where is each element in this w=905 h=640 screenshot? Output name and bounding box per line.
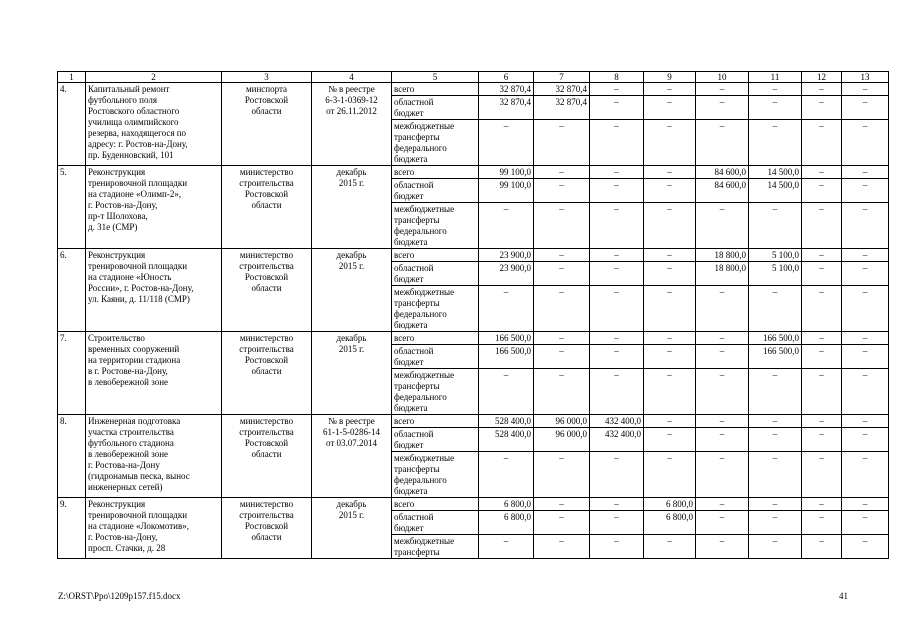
table-row <box>58 415 889 428</box>
amount-cell: – <box>590 332 644 345</box>
funding-source-cell: областной бюджет <box>392 345 479 369</box>
column-number-cell: 6 <box>479 72 534 83</box>
amount-cell: – <box>644 428 696 452</box>
amount-cell: – <box>644 262 696 286</box>
amount-cell: – <box>802 83 842 96</box>
amount-cell: – <box>749 120 802 166</box>
amount-cell: – <box>749 203 802 249</box>
amount-cell: – <box>842 83 889 96</box>
amount-cell: – <box>802 96 842 120</box>
amount-cell: – <box>749 369 802 415</box>
row-number-cell: 7. <box>58 332 86 415</box>
amount-cell: – <box>802 452 842 498</box>
column-number-cell: 13 <box>842 72 889 83</box>
amount-cell: – <box>590 262 644 286</box>
amount-cell: – <box>749 286 802 332</box>
amount-cell: – <box>590 286 644 332</box>
amount-cell: – <box>802 369 842 415</box>
amount-cell: – <box>749 415 802 428</box>
amount-cell: – <box>479 286 534 332</box>
amount-cell: – <box>696 83 749 96</box>
amount-cell: – <box>802 166 842 179</box>
row-number-cell: 6. <box>58 249 86 332</box>
amount-cell: 18 800,0 <box>696 262 749 286</box>
funding-source-cell: межбюджетные трансферты федерального бюджета <box>392 452 479 498</box>
funding-source-cell: межбюджетные трансферты федерального бюджета <box>392 120 479 166</box>
amount-cell: – <box>802 332 842 345</box>
amount-cell: – <box>749 83 802 96</box>
funding-source-cell: областной бюджет <box>392 262 479 286</box>
amount-cell: – <box>479 120 534 166</box>
amount-cell: 528 400,0 <box>479 428 534 452</box>
column-number-cell: 4 <box>312 72 392 83</box>
amount-cell: – <box>644 345 696 369</box>
amount-cell: 166 500,0 <box>749 345 802 369</box>
table-row <box>58 166 889 179</box>
amount-cell: – <box>696 369 749 415</box>
row-number-cell: 4. <box>58 83 86 166</box>
amount-cell: – <box>534 452 590 498</box>
funding-source-cell: всего <box>392 166 479 179</box>
executor-cell: министерство строительства Ростовской области <box>222 166 312 249</box>
funding-source-cell: межбюджетные трансферты федерального бюджета <box>392 286 479 332</box>
amount-cell: 32 870,4 <box>479 96 534 120</box>
amount-cell: – <box>802 179 842 203</box>
amount-cell: 432 400,0 <box>590 415 644 428</box>
funding-source-cell: всего <box>392 249 479 262</box>
amount-cell: – <box>696 498 749 511</box>
amount-cell: – <box>842 498 889 511</box>
column-number-cell: 3 <box>222 72 312 83</box>
executor-cell: министерство строительства Ростовской области <box>222 415 312 498</box>
amount-cell: – <box>802 428 842 452</box>
amount-cell: – <box>802 345 842 369</box>
amount-cell: 23 900,0 <box>479 262 534 286</box>
amount-cell: 166 500,0 <box>479 332 534 345</box>
amount-cell: 96 000,0 <box>534 415 590 428</box>
amount-cell: – <box>534 535 590 559</box>
executor-cell: министерство строительства Ростовской области <box>222 498 312 559</box>
amount-cell: – <box>534 369 590 415</box>
amount-cell: – <box>479 535 534 559</box>
table-row <box>58 249 889 262</box>
funding-source-cell: областной бюджет <box>392 511 479 535</box>
table-row <box>58 83 889 96</box>
amount-cell: – <box>842 415 889 428</box>
executor-cell: минспорта Ростовской области <box>222 83 312 166</box>
project-name-cell: Реконструкция тренировочной площадки на стадионе «Локомотив», г. Ростов-на-Дону, просп. Стачки, д. 28 <box>86 498 222 559</box>
project-name-cell: Строительство временных сооружений на территории стадиона в г. Ростове-на-Дону, в левобережной зоне <box>86 332 222 415</box>
footer-page-number: 41 <box>839 591 848 601</box>
amount-cell: – <box>590 83 644 96</box>
funding-source-cell: областной бюджет <box>392 428 479 452</box>
amount-cell: – <box>749 511 802 535</box>
row-number-cell: 9. <box>58 498 86 559</box>
amount-cell: – <box>590 249 644 262</box>
amount-cell: – <box>644 286 696 332</box>
amount-cell: – <box>696 332 749 345</box>
amount-cell: – <box>802 286 842 332</box>
amount-cell: – <box>590 166 644 179</box>
amount-cell: 528 400,0 <box>479 415 534 428</box>
column-number-cell: 9 <box>644 72 696 83</box>
amount-cell: 5 100,0 <box>749 249 802 262</box>
funding-source-cell: межбюджетные трансферты <box>392 535 479 559</box>
amount-cell: – <box>644 249 696 262</box>
funding-source-cell: всего <box>392 332 479 345</box>
amount-cell: – <box>534 120 590 166</box>
amount-cell: – <box>696 511 749 535</box>
amount-cell: 14 500,0 <box>749 179 802 203</box>
amount-cell: – <box>802 498 842 511</box>
amount-cell: 84 600,0 <box>696 166 749 179</box>
amount-cell: 14 500,0 <box>749 166 802 179</box>
funding-source-cell: всего <box>392 83 479 96</box>
table-row <box>58 332 889 345</box>
amount-cell: 18 800,0 <box>696 249 749 262</box>
amount-cell: – <box>590 179 644 203</box>
amount-cell: – <box>590 203 644 249</box>
amount-cell: – <box>842 120 889 166</box>
amount-cell: 6 800,0 <box>479 511 534 535</box>
amount-cell: 166 500,0 <box>479 345 534 369</box>
amount-cell: 32 870,4 <box>534 96 590 120</box>
amount-cell: – <box>842 332 889 345</box>
amount-cell: 96 000,0 <box>534 428 590 452</box>
amount-cell: – <box>534 166 590 179</box>
term-or-registry-cell: декабрь 2015 г. <box>312 498 392 559</box>
amount-cell: 6 800,0 <box>644 511 696 535</box>
amount-cell: – <box>802 262 842 286</box>
funding-source-cell: всего <box>392 498 479 511</box>
amount-cell: – <box>590 96 644 120</box>
executor-cell: министерство строительства Ростовской области <box>222 332 312 415</box>
amount-cell: – <box>534 332 590 345</box>
amount-cell: – <box>696 345 749 369</box>
amount-cell: 5 100,0 <box>749 262 802 286</box>
column-number-cell: 2 <box>86 72 222 83</box>
row-number-cell: 5. <box>58 166 86 249</box>
amount-cell: – <box>534 249 590 262</box>
term-or-registry-cell: декабрь 2015 г. <box>312 166 392 249</box>
amount-cell: – <box>696 452 749 498</box>
column-number-cell: 1 <box>58 72 86 83</box>
amount-cell: – <box>802 249 842 262</box>
column-number-cell: 5 <box>392 72 479 83</box>
amount-cell: – <box>590 120 644 166</box>
amount-cell: – <box>644 369 696 415</box>
project-name-cell: Реконструкция тренировочной площадки на стадионе «Юность России», г. Ростов-на-Дону, ул. Каяни, д. 11/118 (СМР) <box>86 249 222 332</box>
amount-cell: – <box>842 345 889 369</box>
column-number-cell: 7 <box>534 72 590 83</box>
amount-cell: – <box>696 535 749 559</box>
amount-cell: – <box>644 332 696 345</box>
amount-cell: 23 900,0 <box>479 249 534 262</box>
amount-cell: – <box>644 96 696 120</box>
amount-cell: – <box>842 249 889 262</box>
amount-cell: – <box>534 179 590 203</box>
amount-cell: – <box>534 498 590 511</box>
amount-cell: – <box>479 203 534 249</box>
amount-cell: – <box>842 511 889 535</box>
amount-cell: – <box>802 203 842 249</box>
amount-cell: – <box>749 498 802 511</box>
amount-cell: – <box>644 535 696 559</box>
amount-cell: – <box>644 452 696 498</box>
amount-cell: – <box>644 166 696 179</box>
table-row <box>58 498 889 511</box>
amount-cell: – <box>696 286 749 332</box>
amount-cell: – <box>749 96 802 120</box>
budget-table <box>57 71 889 559</box>
funding-source-cell: всего <box>392 415 479 428</box>
amount-cell: – <box>802 415 842 428</box>
amount-cell: – <box>749 535 802 559</box>
amount-cell: – <box>590 452 644 498</box>
amount-cell: – <box>644 83 696 96</box>
column-number-cell: 8 <box>590 72 644 83</box>
amount-cell: – <box>644 120 696 166</box>
amount-cell: – <box>644 203 696 249</box>
executor-cell: министерство строительства Ростовской области <box>222 249 312 332</box>
project-name-cell: Инженерная подготовка участка строительства футбольного стадиона в левобережной зоне г. Ростова-на-Дону (гидронамыв песка, вынос инженерных сетей) <box>86 415 222 498</box>
amount-cell: – <box>749 452 802 498</box>
amount-cell: – <box>590 535 644 559</box>
amount-cell: 99 100,0 <box>479 179 534 203</box>
amount-cell: – <box>842 369 889 415</box>
amount-cell: – <box>590 498 644 511</box>
amount-cell: – <box>534 262 590 286</box>
amount-cell: – <box>842 96 889 120</box>
amount-cell: – <box>534 511 590 535</box>
term-or-registry-cell: декабрь 2015 г. <box>312 249 392 332</box>
amount-cell: – <box>842 535 889 559</box>
amount-cell: – <box>842 203 889 249</box>
amount-cell: – <box>842 428 889 452</box>
amount-cell: 6 800,0 <box>479 498 534 511</box>
funding-source-cell: областной бюджет <box>392 96 479 120</box>
term-or-registry-cell: № в реестре 6-3-1-0369-12 от 26.11.2012 <box>312 83 392 166</box>
amount-cell: – <box>842 452 889 498</box>
amount-cell: 99 100,0 <box>479 166 534 179</box>
amount-cell: – <box>842 179 889 203</box>
amount-cell: – <box>479 369 534 415</box>
column-number-cell: 10 <box>696 72 749 83</box>
project-name-cell: Капитальный ремонт футбольного поля Ростовского областного училища олимпийского резерва, находящегося по адресу: г. Ростов-на-Дону, пр. Буденновский, 101 <box>86 83 222 166</box>
amount-cell: – <box>696 120 749 166</box>
project-name-cell: Реконструкция тренировочной площадки на стадионе «Олимп-2», г. Ростов-на-Дону, пр-т Шолохова, д. 31е (СМР) <box>86 166 222 249</box>
amount-cell: 32 870,4 <box>534 83 590 96</box>
amount-cell: – <box>842 262 889 286</box>
amount-cell: – <box>590 369 644 415</box>
amount-cell: 166 500,0 <box>749 332 802 345</box>
amount-cell: – <box>842 166 889 179</box>
row-number-cell: 8. <box>58 415 86 498</box>
amount-cell: – <box>534 286 590 332</box>
funding-source-cell: межбюджетные трансферты федерального бюджета <box>392 203 479 249</box>
amount-cell: 432 400,0 <box>590 428 644 452</box>
amount-cell: – <box>802 120 842 166</box>
amount-cell: – <box>696 96 749 120</box>
amount-cell: – <box>534 345 590 369</box>
amount-cell: – <box>696 415 749 428</box>
amount-cell: – <box>590 345 644 369</box>
amount-cell: – <box>696 428 749 452</box>
amount-cell: – <box>644 179 696 203</box>
column-number-cell: 11 <box>749 72 802 83</box>
amount-cell: 6 800,0 <box>644 498 696 511</box>
funding-source-cell: межбюджетные трансферты федерального бюджета <box>392 369 479 415</box>
column-number-row <box>58 72 889 83</box>
amount-cell: – <box>590 511 644 535</box>
amount-cell: – <box>802 511 842 535</box>
footer-file-path: Z:\ORST\Ppo\1209p157.f15.docx <box>58 591 181 601</box>
amount-cell: – <box>644 415 696 428</box>
amount-cell: – <box>749 428 802 452</box>
term-or-registry-cell: декабрь 2015 г. <box>312 332 392 415</box>
amount-cell: – <box>802 535 842 559</box>
amount-cell: – <box>696 203 749 249</box>
amount-cell: – <box>842 286 889 332</box>
column-number-cell: 12 <box>802 72 842 83</box>
amount-cell: – <box>534 203 590 249</box>
amount-cell: – <box>479 452 534 498</box>
funding-source-cell: областной бюджет <box>392 179 479 203</box>
amount-cell: 84 600,0 <box>696 179 749 203</box>
amount-cell: 32 870,4 <box>479 83 534 96</box>
term-or-registry-cell: № в реестре 61-1-5-0286-14 от 03.07.2014 <box>312 415 392 498</box>
